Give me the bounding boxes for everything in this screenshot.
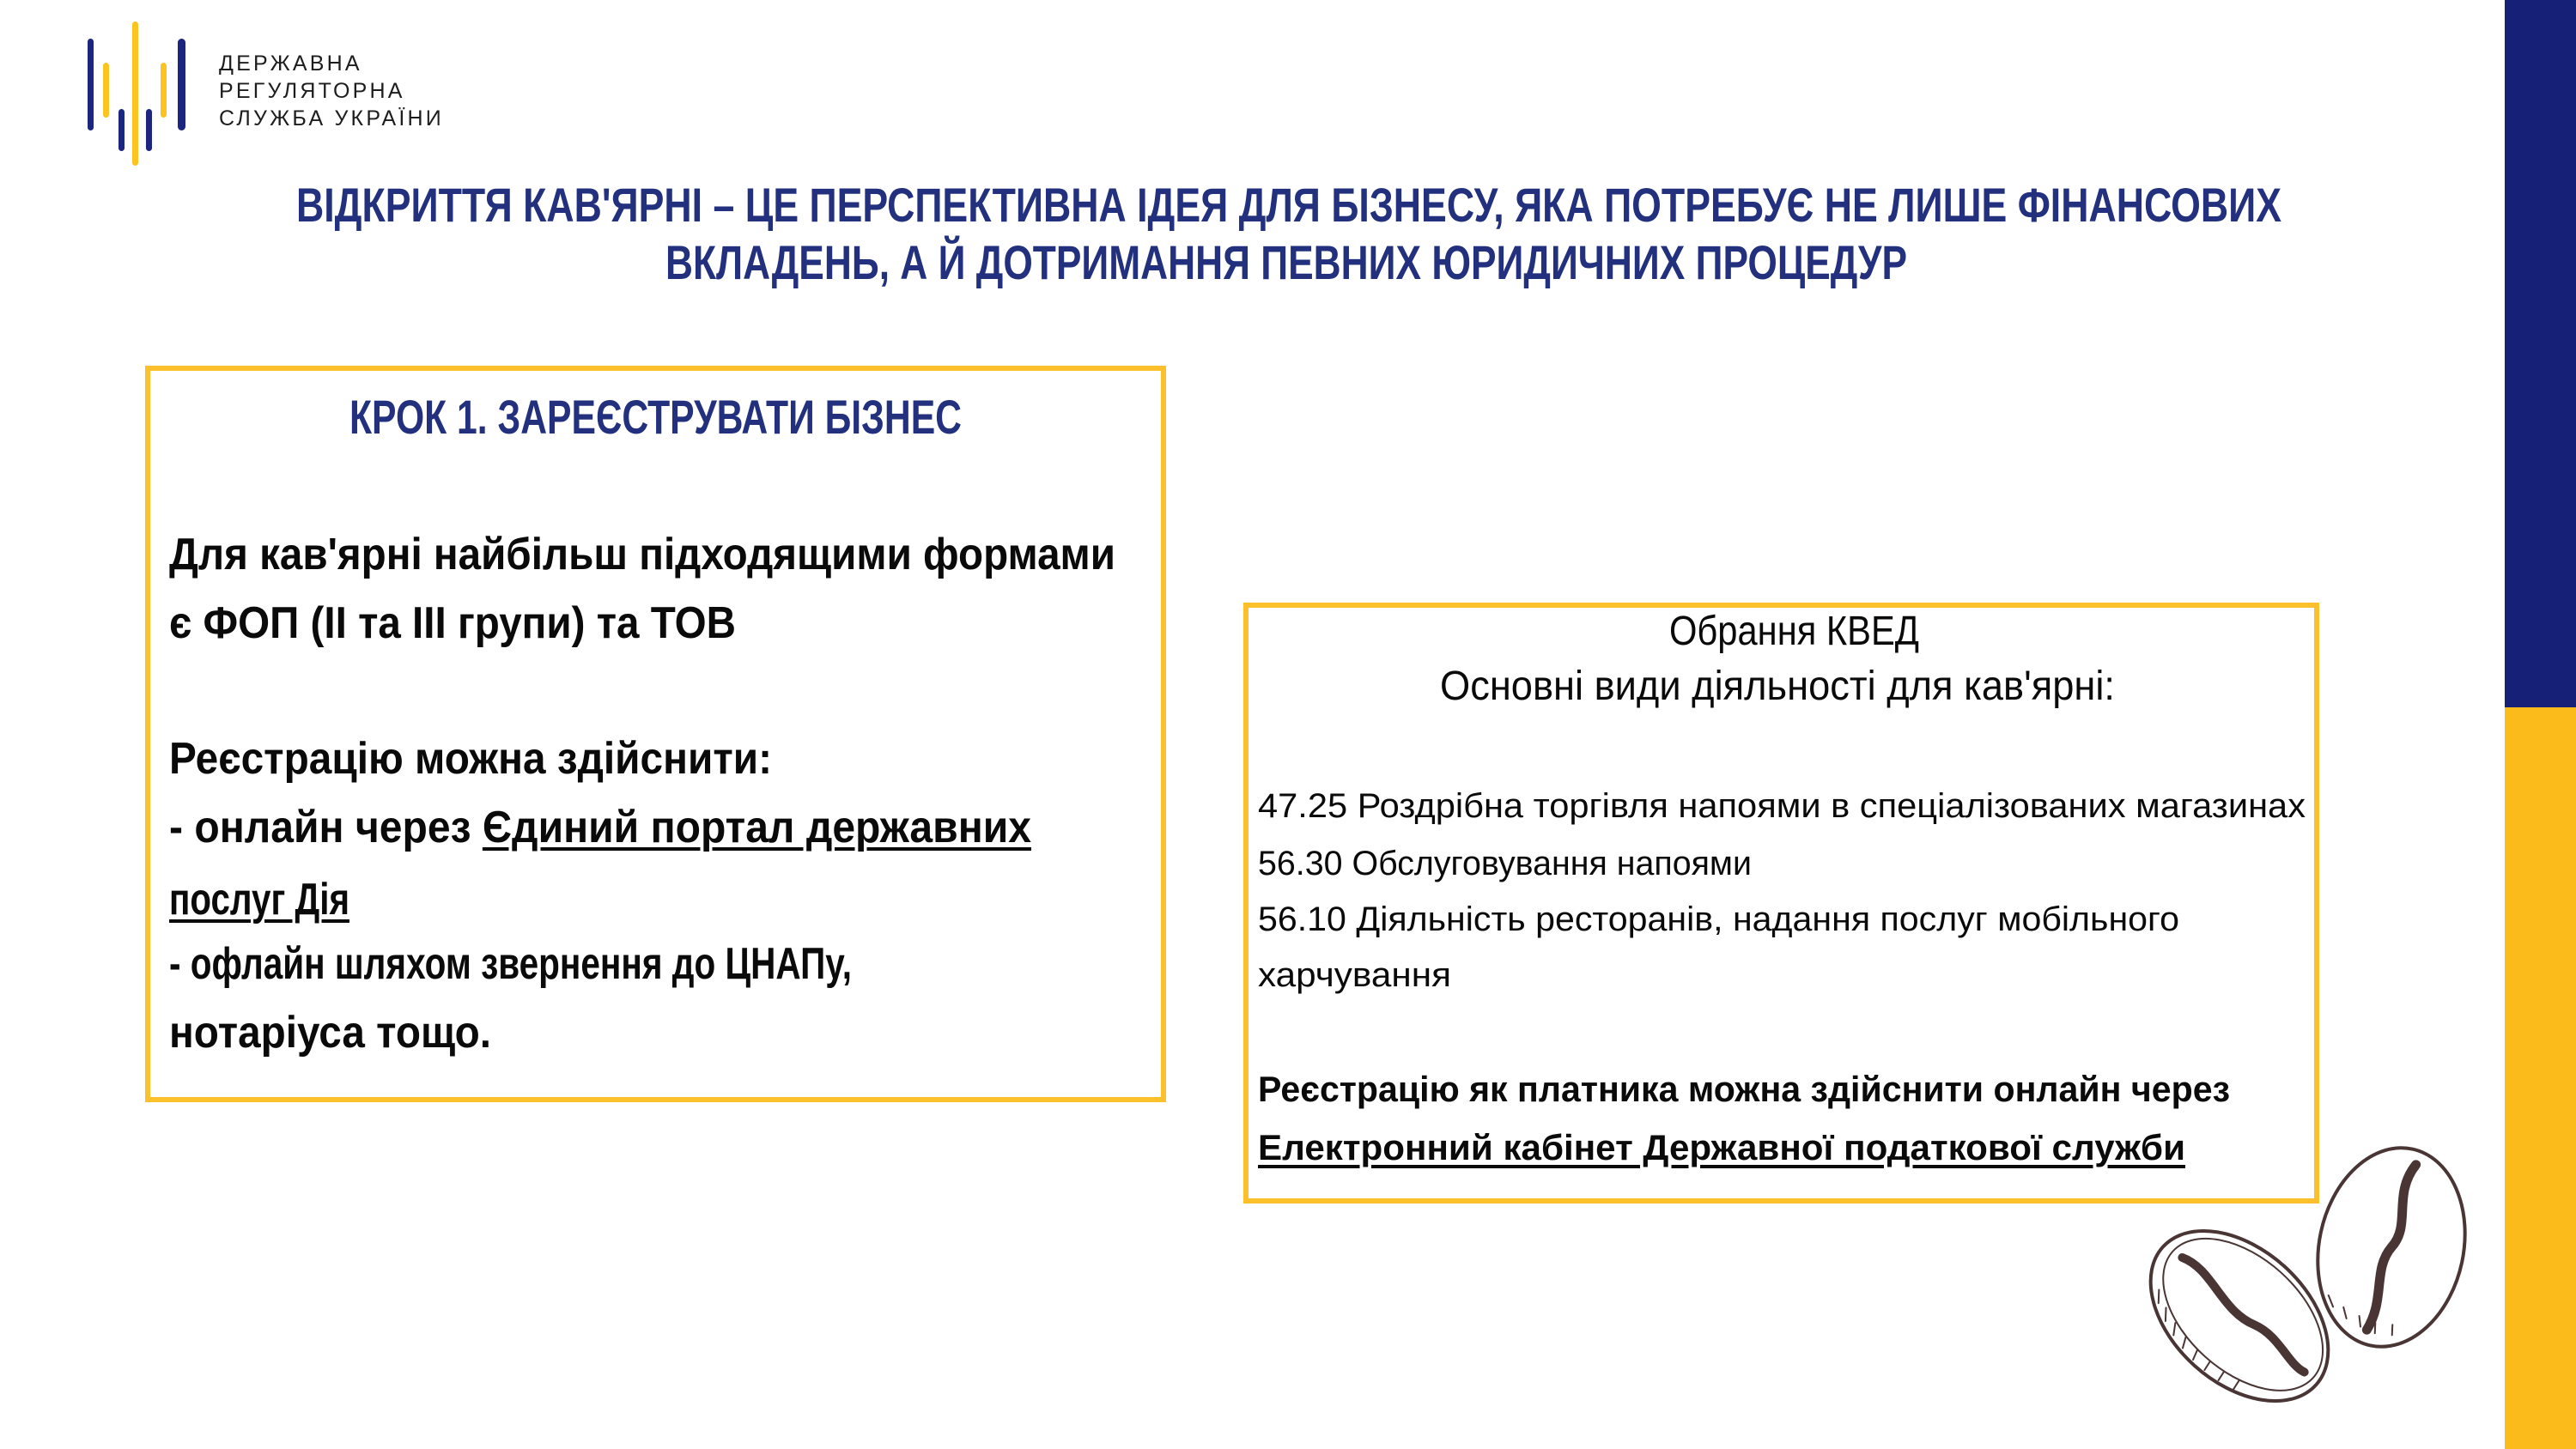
- offline-line: нотаріуса тощо.: [169, 1008, 491, 1058]
- accent-stripe-yellow: [2505, 707, 2576, 1449]
- logo-line: СЛУЖБА УКРАЇНИ: [219, 106, 444, 130]
- coffee-beans-icon: [2147, 1146, 2473, 1421]
- tax-registration-text: Реєстрацію як платника можна здійснити онлайн через: [1258, 1069, 2230, 1109]
- kved-label: Діяльність ресторанів, надання послуг мобільного: [1356, 900, 2179, 938]
- tax-cabinet-link[interactable]: Електронний кабінет Державної податкової служби: [1258, 1127, 2185, 1167]
- kved-item: [1258, 902, 2179, 937]
- page-title-line: ВКЛАДЕНЬ, А Й ДОТРИМАННЯ ПЕВНИХ ЮРИДИЧНИХ ПРОЦЕДУР: [665, 235, 1907, 289]
- kved-subheading: Основні види діяльності для кав'ярні:: [1440, 664, 2115, 709]
- kved-label: Роздрібна торгівля напоями в спеціалізованих магазинах: [1357, 787, 2306, 825]
- online-prefix: - онлайн через: [169, 803, 483, 852]
- kved-item: [1258, 789, 2306, 823]
- offline-line: - офлайн шляхом звернення до ЦНАПу,: [169, 939, 852, 989]
- kved-item: [1258, 846, 1752, 881]
- kved-code: 56.30: [1258, 845, 1343, 882]
- kved-code: 56.10: [1258, 900, 1346, 938]
- accent-stripe-navy: [2505, 0, 2576, 707]
- logo-line: ДЕРЖАВНА: [219, 52, 362, 76]
- forms-text-line: Для кав'ярні найбільш підходящими формами: [169, 530, 1115, 579]
- forms-text-line: є ФОП (ІІ та ІІІ групи) та ТОВ: [169, 598, 736, 648]
- registration-intro: Реєстрацію можна здійснити:: [169, 734, 772, 784]
- diia-portal-link-cont[interactable]: послуг Дія: [169, 875, 349, 925]
- online-line: [169, 805, 1031, 850]
- page-title-line: ВІДКРИТТЯ КАВ'ЯРНІ – ЦЕ ПЕРСПЕКТИВНА ІДЕЯ ДЛЯ БІЗНЕСУ, ЯКА ПОТРЕБУЄ НЕ ЛИШЕ ФІНАНСОВИХ: [296, 178, 2281, 232]
- kved-heading: Обрання КВЕД: [1669, 609, 1919, 654]
- step1-heading: КРОК 1. ЗАРЕЄСТРУВАТИ БІЗНЕС: [349, 390, 962, 444]
- logo-line: РЕГУЛЯТОРНА: [219, 79, 405, 103]
- diia-portal-link[interactable]: Єдиний портал державних: [482, 803, 1031, 852]
- kved-label: Обслуговування напоями: [1352, 845, 1752, 882]
- kved-item-continuation: харчування: [1258, 956, 1451, 994]
- kved-code: 47.25: [1258, 787, 1348, 825]
- logo-text: [219, 50, 444, 132]
